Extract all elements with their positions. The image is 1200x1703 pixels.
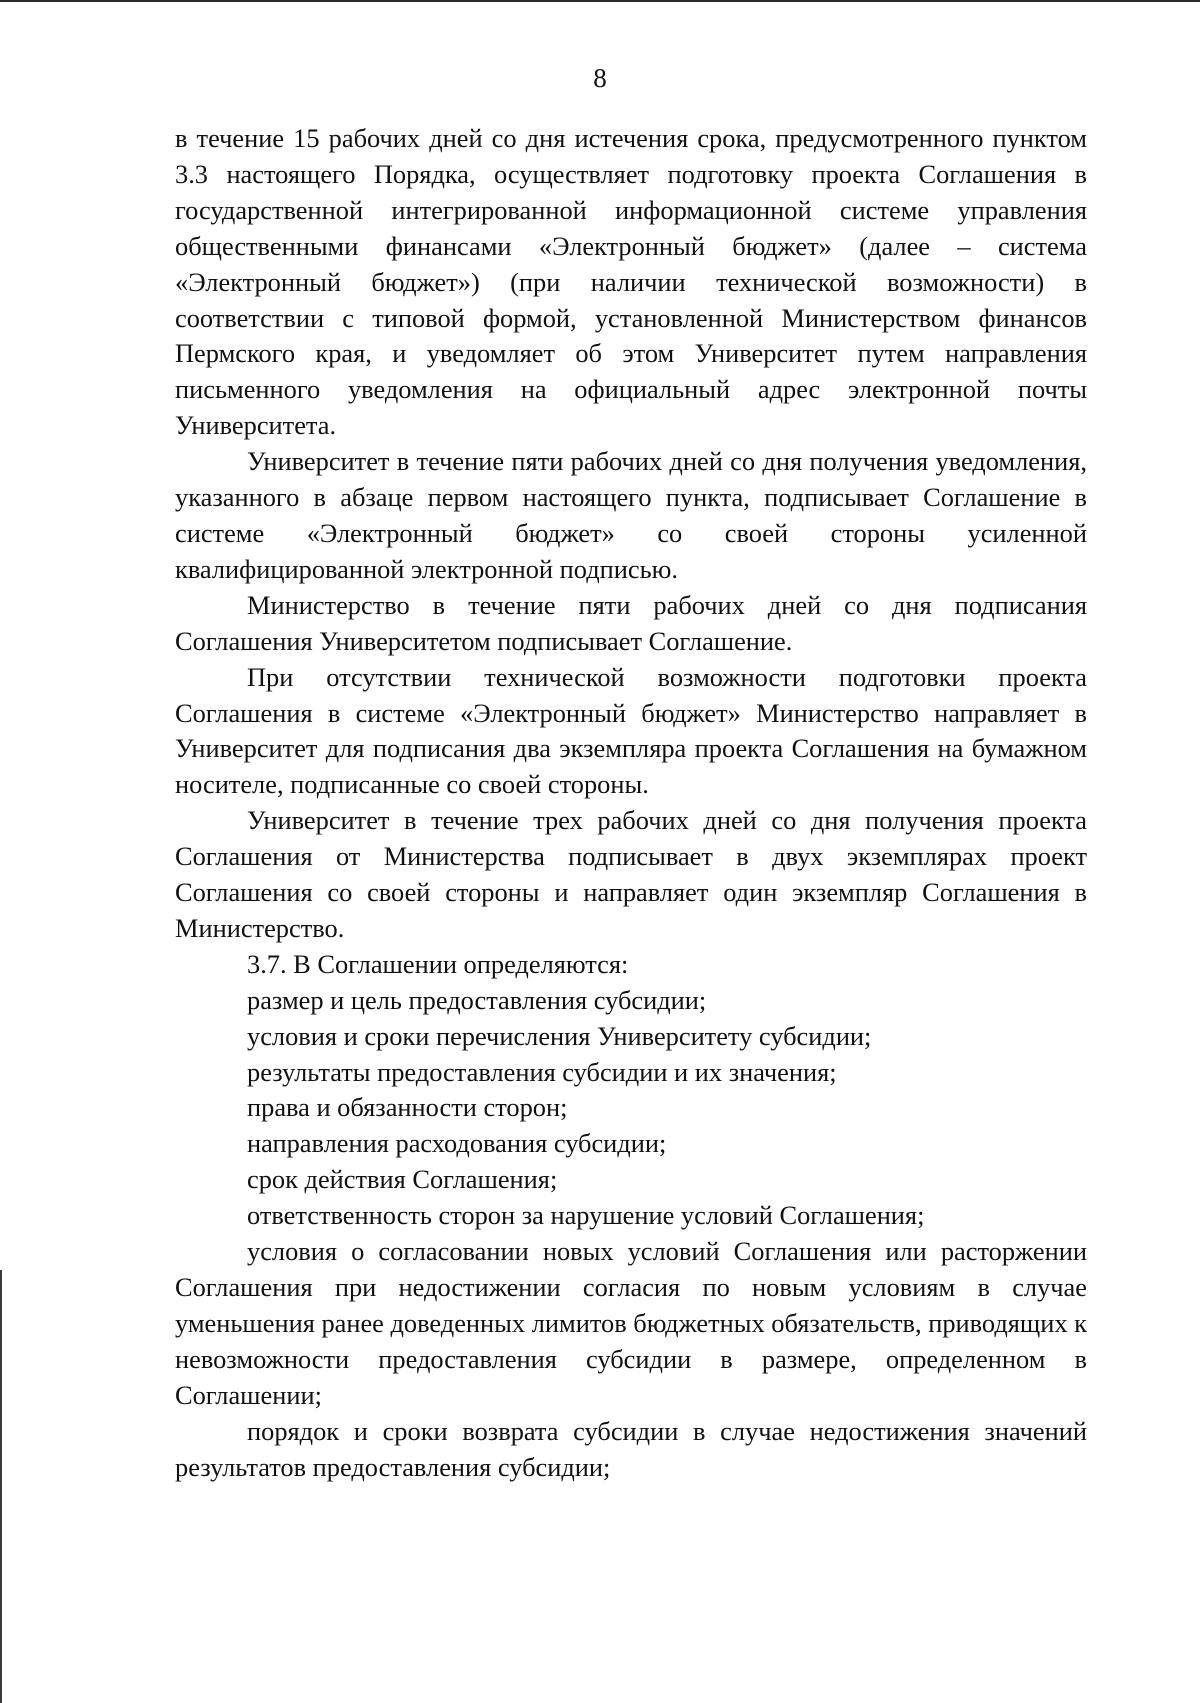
paragraph: При отсутствии технической возможности подготовки проекта Соглашения в системе «Электронный бюджет» Министерство направляет в Университет для подписания два экземпляра проекта Соглашения на бумажном носителе, подписанные со своей стороны. (175, 661, 1087, 800)
paragraph: Университет в течение трех рабочих дней со дня получения проекта Соглашения от Министерства подписывает в двух экземплярах проект Соглашения со своей стороны и направляет один экземпляр Соглашения в Министерство. (175, 805, 1087, 943)
list-item: права и обязанности сторон; (247, 1092, 568, 1123)
paragraph-continuation: в течение 15 рабочих дней со дня истечения срока, предусмотренного пунктом 3.3 настоящего Порядка, осуществляет подготовку проекта Соглашения в государственной интегрированной информационной системе управления общественными финансами «Электронный бюджет» (далее – система «Электронный бюджет») (при наличии технической возможности) в соответствии с типовой формой, установленной Министерством финансов Пермского края, и уведомляет об этом Университет путем направления письменного уведомления на официальный адрес электронной почты Университета. (175, 123, 1087, 441)
page-number: 8 (593, 63, 607, 93)
scan-edge-left (0, 1270, 2, 1703)
section-heading: 3.7. В Соглашении определяются: (247, 948, 629, 979)
list-item: результаты предоставления субсидии и их значения; (247, 1056, 837, 1087)
list-item: размер и цель предоставления субсидии; (247, 984, 707, 1015)
list-item: срок действия Соглашения; (247, 1164, 558, 1195)
scan-edge-top (0, 0, 1200, 2)
paragraph: условия о согласовании новых условий Соглашения или расторжении Соглашения при недостижении согласия по новым условиям в случае уменьшения ранее доведенных лимитов бюджетных обязательств, приводящих к невозможности предоставления субсидии в размере, определенном в Соглашении; (175, 1236, 1087, 1410)
document-body (175, 121, 1087, 1485)
paragraph: порядок и сроки возврата субсидии в случае недостижения значений результатов предоставления субсидии; (175, 1415, 1087, 1482)
paragraph: Университет в течение пяти рабочих дней со дня получения уведомления, указанного в абзаце первом настоящего пункта, подписывает Соглашение в системе «Электронный бюджет» со своей стороны усиленной квалифицированной электронной подписью. (175, 446, 1087, 584)
list-item: условия и сроки перечисления Университету субсидии; (247, 1020, 872, 1051)
list-item: направления расходования субсидии; (247, 1128, 667, 1159)
list-item: ответственность сторон за нарушение условий Соглашения; (247, 1200, 925, 1231)
paragraph: Министерство в течение пяти рабочих дней со дня подписания Соглашения Университетом подписывает Соглашение. (175, 589, 1087, 656)
